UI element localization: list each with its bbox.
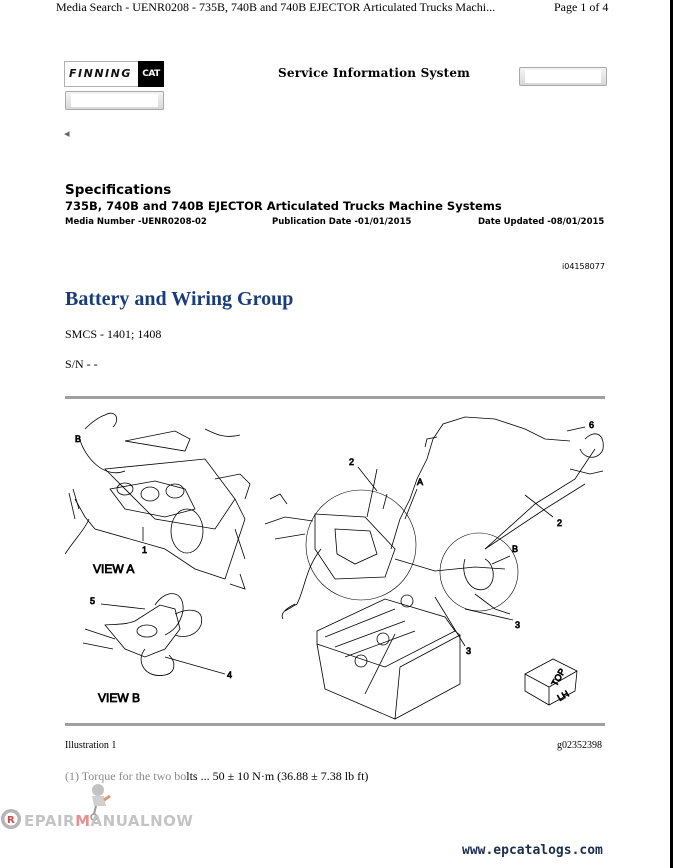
- publication-date: Publication Date -01/01/2015: [272, 217, 412, 227]
- illustration-bottom-rule: [65, 723, 605, 726]
- finning-logo-text: FINNING: [69, 67, 132, 80]
- illustration-caption: Illustration 1: [65, 740, 117, 751]
- leader-line: [525, 495, 553, 517]
- document-id: i04158077: [562, 262, 605, 271]
- epcatalogs-watermark: www.epcatalogs.com: [462, 843, 603, 858]
- section-heading: Battery and Wiring Group: [65, 288, 294, 310]
- callout-main-6: 6: [589, 420, 595, 430]
- view-a-label: VIEW A: [93, 562, 135, 576]
- system-title: Service Information System: [278, 66, 471, 80]
- serial-number: S/N - -: [65, 357, 98, 371]
- main-harness-drawing: [265, 417, 603, 719]
- callout-main-3-bottom: 3: [466, 646, 472, 656]
- blank-button-left[interactable]: [65, 91, 164, 110]
- view-b-drawing: [83, 594, 202, 676]
- watermark-text: EPAIRMANUALNOW: [24, 812, 194, 830]
- callout-view-b-5: 5: [90, 596, 96, 606]
- finning-cat-logo[interactable]: [64, 61, 164, 87]
- gear-icon: [0, 808, 22, 830]
- specifications-title: Specifications: [65, 182, 172, 198]
- print-page-number: Page 1 of 4: [554, 0, 609, 14]
- cat-logo: CAT: [138, 61, 164, 87]
- box-label-top: TOP: [549, 666, 568, 688]
- callout-main-2-left: 2: [349, 457, 355, 467]
- repairmanualnow-watermark: [0, 806, 210, 836]
- callout-view-b-4: 4: [227, 670, 233, 680]
- print-page-header: [0, 0, 670, 14]
- back-arrow-icon[interactable]: ◂: [64, 128, 70, 140]
- callout-main-a: A: [417, 477, 424, 487]
- media-number: Media Number -UENR0208-02: [65, 217, 207, 227]
- leader-line: [492, 556, 510, 564]
- smcs-code: SMCS - 1401; 1408: [65, 327, 162, 341]
- wiring-illustration: [65, 399, 605, 723]
- leader-line: [465, 609, 513, 620]
- illustration-id: g02352398: [557, 740, 602, 751]
- print-page-title: Media Search - UENR0208 - 735B, 740B and 740B EJECTOR Articulated Trucks Machi...: [56, 0, 496, 14]
- leader-line: [405, 489, 417, 519]
- callout-main-2-right: 2: [557, 518, 563, 528]
- specifications-subtitle: 735B, 740B and 740B EJECTOR Articulated Trucks Machine Systems: [65, 199, 502, 213]
- date-updated: Date Updated -08/01/2015: [478, 217, 605, 227]
- leader-line: [101, 604, 145, 609]
- callout-view-a-b: B: [75, 434, 82, 444]
- callout-main-3-right: 3: [515, 620, 521, 630]
- leader-line: [358, 467, 377, 491]
- callout-view-a-1: 1: [142, 545, 148, 555]
- torque-spec-prefix: (1) Torque for the two bo: [65, 769, 187, 783]
- torque-spec-value: lts ... 50 ± 10 N·m (36.88 ± 7.38 lb ft): [186, 769, 369, 783]
- view-b-label: VIEW B: [98, 691, 141, 705]
- callout-main-b: B: [512, 544, 519, 554]
- blank-button-right[interactable]: [519, 67, 607, 86]
- svg-text:R: R: [7, 815, 15, 826]
- box-label-side: LH: [555, 688, 571, 703]
- leader-line: [567, 427, 585, 431]
